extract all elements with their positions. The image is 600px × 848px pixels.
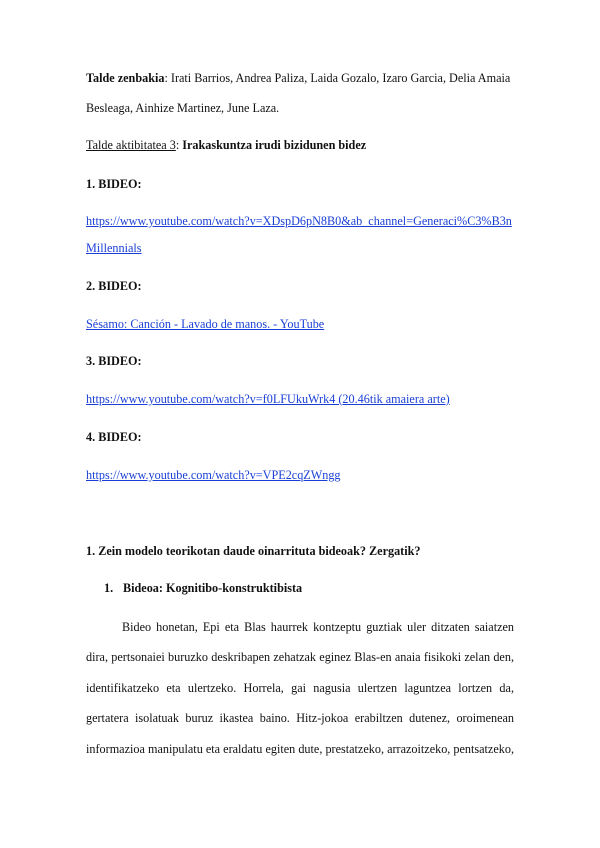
- body-line-4: gertatera isolatuak buruz ikastea baino. Hitz-jokoa erabiltzen dutenez, oroimenean: [86, 711, 514, 725]
- video-1-link[interactable]: https://www.youtube.com/watch?v=XDspD6pN8B0&ab_channel=Generaci%C3%B3n: [86, 214, 512, 228]
- sub-heading-title: Bideoa: Kognitibo-konstruktibista: [123, 581, 303, 595]
- body-line-5: informazioa manipulatu eta eraldatu egiten dute, prestatzeko, arrazoitzeko, pentsatzeko,: [86, 742, 514, 756]
- activity-label: Talde aktibitatea 3: [86, 138, 176, 152]
- video-3-heading: 3. BIDEO:: [86, 354, 142, 368]
- group-members-1: : Irati Barrios, Andrea Paliza, Laida Gozalo, Izaro Garcia, Delia Amaia: [164, 71, 511, 85]
- group-line-2: Besleaga, Ainhize Martinez, June Laza.: [86, 101, 280, 115]
- video-2-heading: 2. BIDEO:: [86, 279, 142, 293]
- video-4-link[interactable]: https://www.youtube.com/watch?v=VPE2cqZWngg: [86, 468, 341, 482]
- activity-line: [86, 137, 366, 153]
- video-1-link-cont[interactable]: Millennials: [86, 241, 142, 255]
- video-1-heading: 1. BIDEO:: [86, 177, 142, 191]
- activity-sep: :: [175, 138, 183, 152]
- body-line-2: dira, pertsonaiei buruzko deskribapen zehatzak eginez Blas-en anaia fisikoki zelan den,: [86, 650, 514, 664]
- activity-title: Irakaskuntza irudi bizidunen bidez: [182, 138, 367, 152]
- question-title: 1. Zein modelo teorikotan daude oinarrituta bideoak? Zergatik?: [86, 544, 421, 558]
- body-line-1: [86, 612, 514, 643]
- sub-heading-number: 1.: [104, 581, 114, 595]
- video-3-link[interactable]: https://www.youtube.com/watch?v=f0LFUkuWrk4 (20.46tik amaiera arte): [86, 392, 450, 406]
- video-2-link[interactable]: Sésamo: Canción - Lavado de manos. - YouTube: [86, 317, 325, 331]
- body-text-1: Bideo honetan, Epi eta Blas haurrek kontzeptu guztiak uler ditzaten saiatzen: [122, 620, 514, 634]
- group-label: Talde zenbakia: [86, 71, 165, 85]
- group-line-1: [86, 70, 510, 86]
- video-4-heading: 4. BIDEO:: [86, 430, 142, 444]
- body-line-3: identifikatzeko eta ulertzeko. Horrela, gai nagusia ulertzen laguntzea lortzen da,: [86, 681, 514, 695]
- sub-heading: [104, 580, 302, 596]
